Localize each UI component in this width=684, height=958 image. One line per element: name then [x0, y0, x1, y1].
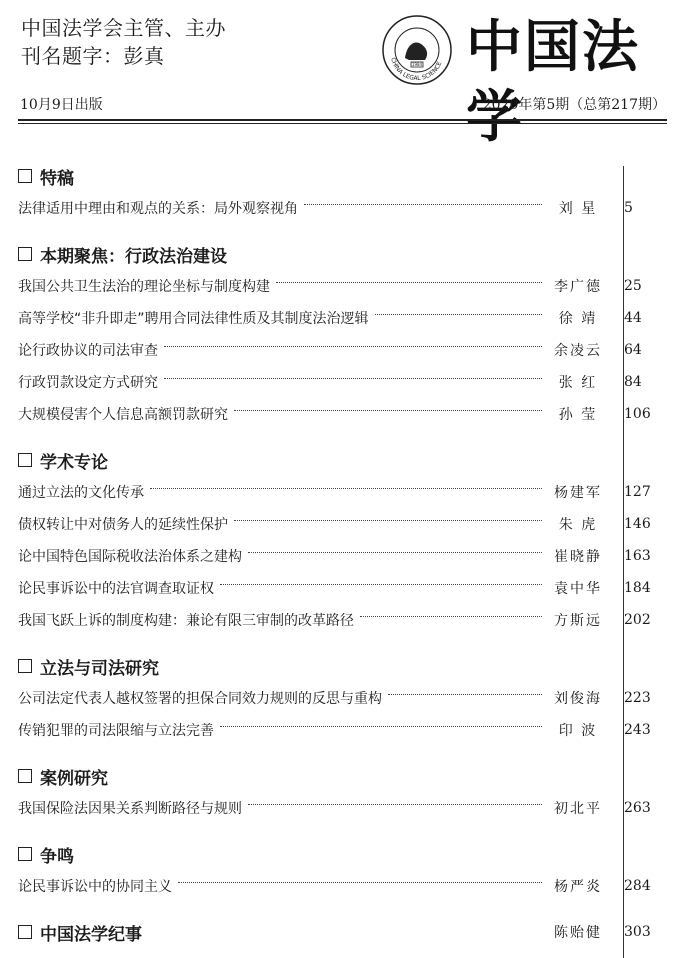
section-title: 中国法学纪事	[40, 924, 142, 945]
toc-entry[interactable]	[18, 682, 664, 714]
article-page: 202	[624, 612, 651, 628]
checkbox-square-icon	[18, 247, 32, 261]
article-page: 84	[624, 374, 642, 390]
seal-text: CHINA LEGAL SCIENCE	[389, 56, 444, 83]
article-title: 高等学校“非升即走”聘用合同法律性质及其制度法治逻辑	[18, 311, 369, 327]
toc-entry[interactable]	[18, 270, 664, 302]
article-author: 崔晓静	[554, 549, 602, 565]
header-left	[21, 14, 226, 70]
article-page: 243	[624, 722, 651, 738]
dot-leader	[375, 314, 542, 315]
section-title: 案例研究	[40, 768, 108, 789]
article-title: 论民事诉讼中的协同主义	[18, 879, 172, 895]
article-title: 我国飞跃上诉的制度构建：兼论有限三审制的改革路径	[18, 613, 354, 629]
toc-entry[interactable]	[18, 192, 664, 224]
article-page: 223	[624, 690, 651, 706]
dot-leader	[164, 378, 542, 379]
table-of-contents	[18, 160, 664, 948]
article-author: 方斯远	[554, 613, 602, 629]
dot-leader	[276, 282, 542, 283]
dot-leader	[304, 204, 542, 205]
article-title: 通过立法的文化传承	[18, 485, 144, 501]
section-author: 陈贻健	[554, 925, 602, 941]
article-page: 146	[624, 516, 651, 532]
checkbox-square-icon	[18, 659, 32, 673]
inscription-text: 刊名题字：彭真	[21, 44, 165, 68]
checkbox-square-icon	[18, 169, 32, 183]
article-author: 刘 星	[558, 201, 598, 217]
section-heading	[18, 238, 664, 270]
sponsor-text: 中国法学会主管、主办	[21, 16, 226, 40]
toc-entry[interactable]	[18, 714, 664, 746]
toc-entry[interactable]	[18, 870, 664, 902]
section-heading	[18, 760, 664, 792]
toc-entry[interactable]	[18, 334, 664, 366]
checkbox-square-icon	[18, 847, 32, 861]
article-author: 袁中华	[554, 581, 602, 597]
article-author: 孙 莹	[558, 407, 598, 423]
section-spacer	[18, 430, 664, 444]
final-section-heading[interactable]	[18, 916, 664, 948]
toc-entry[interactable]	[18, 508, 664, 540]
dot-leader	[248, 552, 542, 553]
dot-leader	[360, 616, 542, 617]
header-rule	[18, 119, 667, 121]
article-title: 我国公共卫生法治的理论坐标与制度构建	[18, 279, 270, 295]
article-page: 284	[624, 878, 651, 894]
article-author: 杨建军	[554, 485, 602, 501]
section-title: 学术专论	[40, 452, 108, 473]
header-rule-thin	[18, 123, 667, 124]
checkbox-square-icon	[18, 925, 32, 939]
toc-entry[interactable]	[18, 398, 664, 430]
section-heading	[18, 160, 664, 192]
article-title: 我国保险法因果关系判断路径与规则	[18, 801, 242, 817]
article-title: 传销犯罪的司法限缩与立法完善	[18, 723, 214, 739]
issue-number: 2020年第5期（总第217期）	[482, 97, 666, 113]
article-page: 25	[624, 278, 642, 294]
section-title: 立法与司法研究	[40, 658, 159, 679]
dot-leader	[164, 346, 542, 347]
section-title: 特稿	[40, 168, 74, 189]
article-page: 127	[624, 484, 651, 500]
article-author: 刘俊海	[554, 691, 602, 707]
article-page: 106	[624, 406, 651, 422]
journal-seal-icon	[381, 14, 453, 86]
article-title: 法律适用中理由和观点的关系：局外观察视角	[18, 201, 298, 217]
article-author: 杨严炎	[554, 879, 602, 895]
checkbox-square-icon	[18, 769, 32, 783]
article-author: 初北平	[554, 801, 602, 817]
article-author: 印 波	[558, 723, 598, 739]
toc-entry[interactable]	[18, 476, 664, 508]
dot-leader	[220, 726, 542, 727]
section-spacer	[18, 636, 664, 650]
toc-entry[interactable]	[18, 572, 664, 604]
seal-year: 1984	[411, 62, 423, 67]
section-spacer	[18, 824, 664, 838]
checkbox-square-icon	[18, 453, 32, 467]
article-page: 263	[624, 800, 651, 816]
dot-leader	[388, 694, 542, 695]
article-author: 余凌云	[554, 343, 602, 359]
dot-leader	[150, 488, 542, 489]
article-title: 债权转让中对债务人的延续性保护	[18, 517, 228, 533]
article-title: 论中国特色国际税收法治体系之建构	[18, 549, 242, 565]
article-page: 163	[624, 548, 651, 564]
article-author: 张 红	[558, 375, 598, 391]
article-title: 行政罚款设定方式研究	[18, 375, 158, 391]
dot-leader	[178, 882, 542, 883]
toc-entry[interactable]	[18, 540, 664, 572]
journal-title: 中国法学	[466, 14, 640, 150]
dot-leader	[248, 804, 542, 805]
section-page: 303	[624, 924, 651, 940]
article-title: 公司法定代表人越权签署的担保合同效力规则的反思与重构	[18, 691, 382, 707]
section-heading	[18, 444, 664, 476]
article-page: 64	[624, 342, 642, 358]
section-spacer	[18, 224, 664, 238]
section-spacer	[18, 902, 664, 916]
section-title: 本期聚焦：行政法治建设	[40, 246, 227, 267]
article-page: 184	[624, 580, 651, 596]
dot-leader	[234, 520, 542, 521]
article-page: 44	[624, 310, 642, 326]
section-heading	[18, 838, 664, 870]
toc-entry[interactable]	[18, 302, 664, 334]
toc-entry[interactable]	[18, 792, 664, 824]
section-spacer	[18, 746, 664, 760]
article-title: 论民事诉讼中的法官调查取证权	[18, 581, 214, 597]
article-page: 5	[624, 200, 633, 216]
article-title: 论行政协议的司法审查	[18, 343, 158, 359]
article-author: 徐 靖	[558, 311, 598, 327]
article-title: 大规模侵害个人信息高额罚款研究	[18, 407, 228, 423]
toc-entry[interactable]	[18, 366, 664, 398]
section-title: 争鸣	[40, 846, 74, 867]
article-author: 李广德	[554, 279, 602, 295]
publish-date: 10月9日出版	[20, 97, 103, 113]
toc-entry[interactable]	[18, 604, 664, 636]
article-author: 朱 虎	[558, 517, 598, 533]
dot-leader	[234, 410, 542, 411]
dot-leader	[220, 584, 542, 585]
section-heading	[18, 650, 664, 682]
